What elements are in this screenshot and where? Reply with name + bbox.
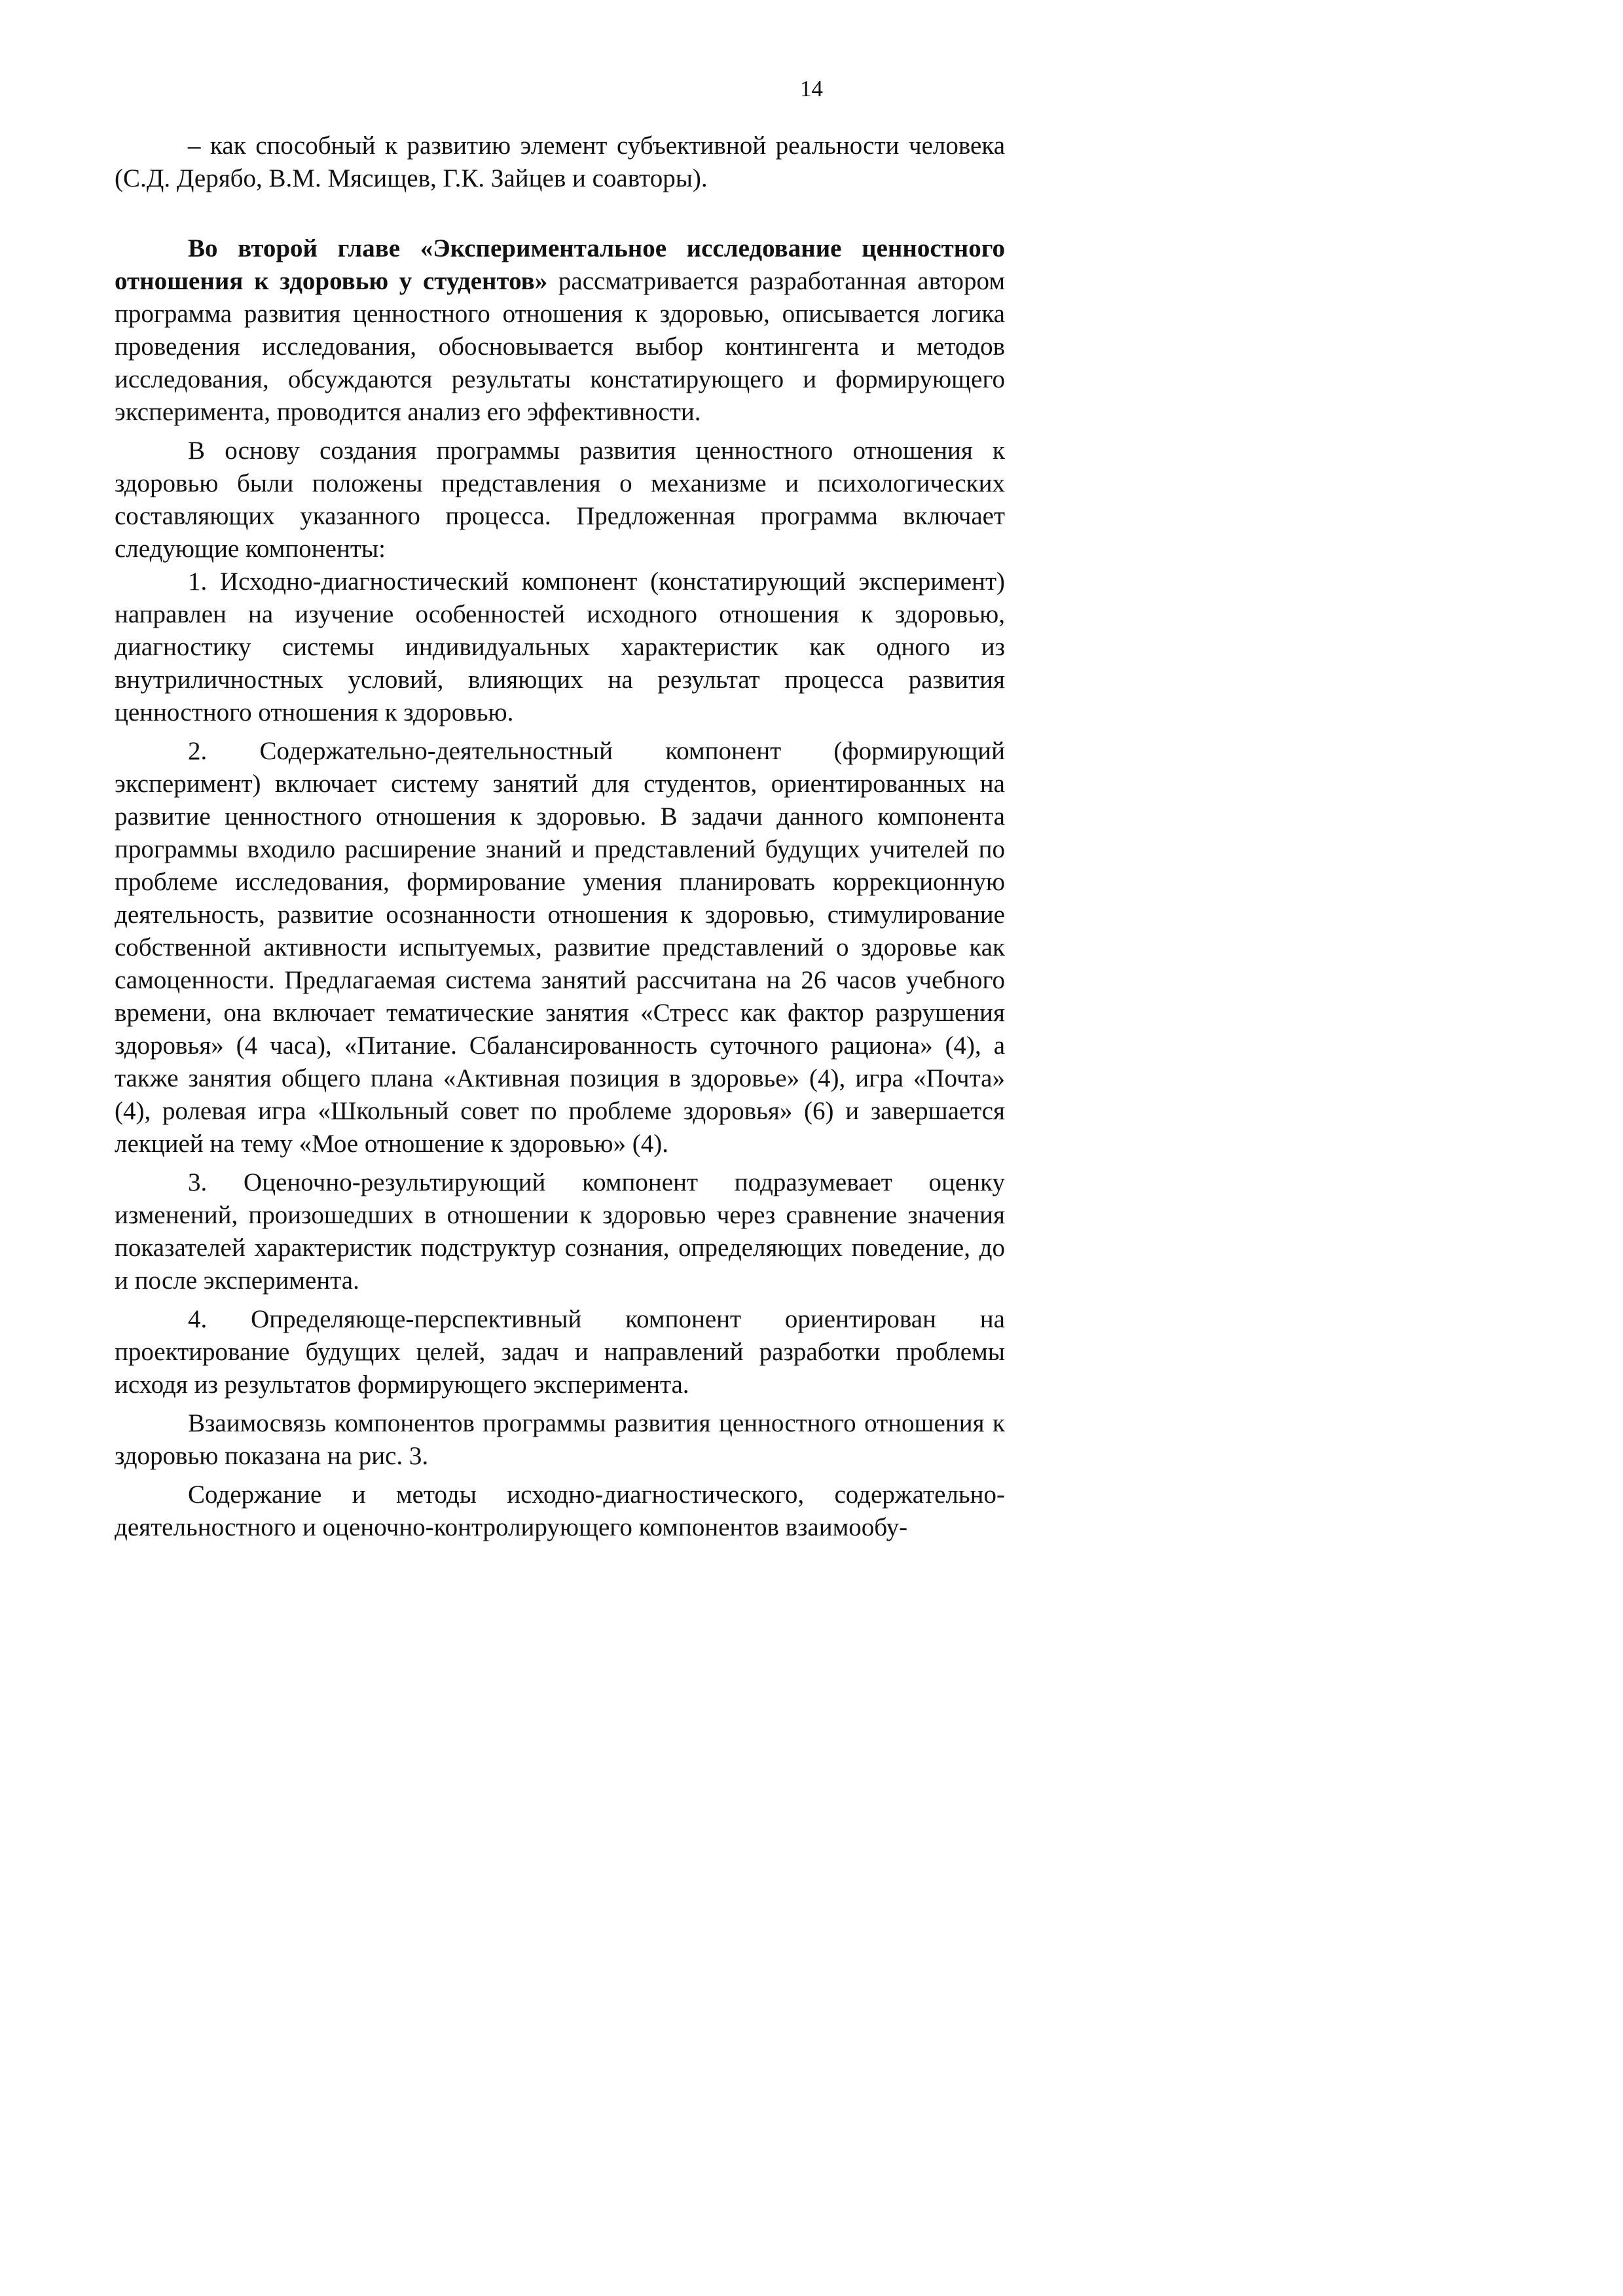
paragraph-program-basis: В основу создания программы развития ценностного отношения к здоровью были положены представления о механизме и психологических составляющих указанного процесса. Предложенная программа включает следующие компоненты: (115, 437, 1005, 563)
body-text (115, 130, 1005, 1544)
chapter-description: рассматривается разработанная автором программа развития ценностного отношения к здоровью, описывается логика проведения исследования, обосновывается выбор контингента и методов исследования, обсуждаются результаты констатирующего и формирующего эксперимента, проводится анализ его эффективности. (115, 267, 1005, 426)
paragraph-component-4: 4. Определяюще-перспективный компонент ориентирован на проектирование будущих целей, задач и направлений разработки проблемы исходя из результатов формирующего эксперимента. (115, 1305, 1005, 1399)
paragraph-component-2: 2. Содержательно-деятельностный компонент (формирующий эксперимент) включает систему занятий для студентов, ориентированных на развитие ценностного отношения к здоровью. В задачи данного компонента программы входило расширение знаний и представлений будущих учителей по проблеме исследования, формирование умения планировать коррекционную деятельность, развитие осознанности отношения к здоровью, стимулирование собственной активности испытуемых, развитие представлений о здоровье как самоценности. Предлагаемая система занятий рассчитана на 26 часов учебного времени, она включает тематические занятия «Стресс как фактор разрушения здоровья» (4 часа), «Питание. Сбалансированность суточного рациона» (4), а также занятия общего плана «Активная позиция в здоровье» (4), игра «Почта» (4), ролевая игра «Школьный совет по проблеме здоровья» (6) и завершается лекцией на тему «Мое отношение к здоровью» (4). (115, 737, 1005, 1158)
paragraph-component-3: 3. Оценочно-результирующий компонент подразумевает оценку изменений, произошедших в отношении к здоровью через сравнение значения показателей характеристик подструктур сознания, определяющих поведение, до и после эксперимента. (115, 1168, 1005, 1295)
paragraph-content-methods: Содержание и методы исходно-диагностического, содержательно-деятельностного и оценочно-контролирующего компонентов взаимообу- (115, 1480, 1005, 1541)
chapter-title-bold: Во второй главе «Экспериментальное исследование ценностного отношения к здоровью у студентов» (115, 234, 1005, 295)
page-number: 14 (800, 76, 823, 101)
paragraph-chapter-two (115, 232, 1005, 429)
paragraph-author-list: – как способный к развитию элемент субъективной реальности человека (С.Д. Дерябо, В.М. Мясищев, Г.К. Зайцев и соавторы). (115, 132, 1005, 192)
paragraph-figure-reference: Взаимосвязь компонентов программы развития ценностного отношения к здоровью показана на рис. 3. (115, 1409, 1005, 1470)
paragraph-component-1: 1. Исходно-диагностический компонент (констатирующий эксперимент) направлен на изучение особенностей исходного отношения к здоровью, диагностику системы индивидуальных характеристик как одного из внутриличностных условий, влияющих на результат процесса развития ценностного отношения к здоровью. (115, 567, 1005, 726)
